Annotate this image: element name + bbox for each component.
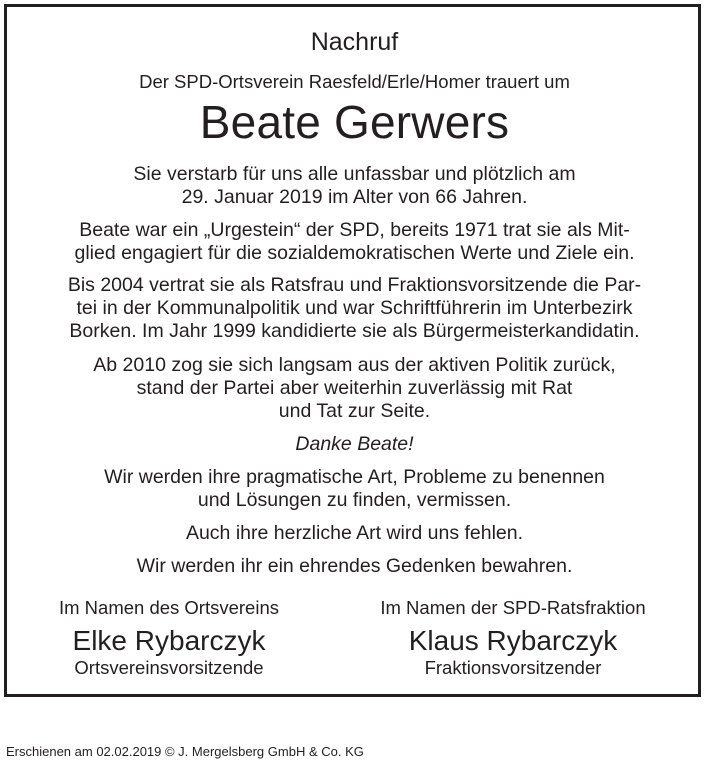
paragraph-1-line-1: Sie verstarb für uns alle unfassbar und plötzlich am [133, 163, 576, 185]
paragraph-4-line-1: Ab 2010 zog sie sich langsam aus der aktiven Politik zurück, [93, 354, 616, 376]
notice-heading: Nachruf [310, 28, 399, 56]
paragraph-2-line-1: Beate war ein „Urgestein“ der SPD, bereits 1971 trat sie als Mit- [79, 219, 630, 241]
paragraph-4-line-2: stand der Partei aber weiterhin zuverlässig mit Rat [136, 377, 573, 399]
signature-left-title: Ortsvereinsvorsitzende [74, 657, 264, 678]
signature-left [4, 597, 334, 679]
signature-right [348, 597, 678, 679]
paragraph-2-line-2: glied engagiert für die sozialdemokratischen Werte und Ziele ein. [74, 242, 635, 264]
paragraph-3-line-3: Borken. Im Jahr 1999 kandidierte sie als Bürgermeisterkandidatin. [69, 320, 640, 342]
closing-2-line-1: Auch ihre herzliche Art wird uns fehlen. [185, 522, 524, 544]
closing-1-line-1: Wir werden ihre pragmatische Art, Probleme zu benennen [104, 466, 605, 488]
closing-3-line-1: Wir werden ihr ein ehrendes Gedenken bewahren. [136, 555, 573, 577]
signature-right-on-behalf: Im Namen der SPD-Ratsfraktion [380, 597, 646, 618]
closing-1-line-2: und Lösungen zu finden, vermissen. [197, 489, 512, 511]
paragraph-1-line-2: 29. Januar 2019 im Alter von 66 Jahren. [181, 186, 528, 208]
signature-left-on-behalf: Im Namen des Ortsvereins [58, 597, 279, 618]
paragraph-4-line-3: und Tat zur Seite. [278, 400, 431, 422]
deceased-name: Beate Gerwers [199, 96, 510, 148]
thanks-line: Danke Beate! [295, 433, 414, 455]
paragraph-3-line-2: tei in der Kommunalpolitik und war Schriftführerin im Unterbezirk [76, 297, 633, 319]
signature-left-name: Elke Rybarczyk [72, 625, 266, 656]
notice-intro: Der SPD-Ortsverein Raesfeld/Erle/Homer trauert um [139, 71, 570, 92]
signature-right-title: Fraktionsvorsitzender [424, 657, 602, 678]
signature-right-name: Klaus Rybarczyk [408, 625, 618, 656]
paragraph-3-line-1: Bis 2004 vertrat sie als Ratsfrau und Fraktionsvorsitzende die Par- [67, 274, 642, 296]
publication-footer: Erschienen am 02.02.2019 © J. Mergelsberg GmbH & Co. KG [6, 744, 364, 759]
